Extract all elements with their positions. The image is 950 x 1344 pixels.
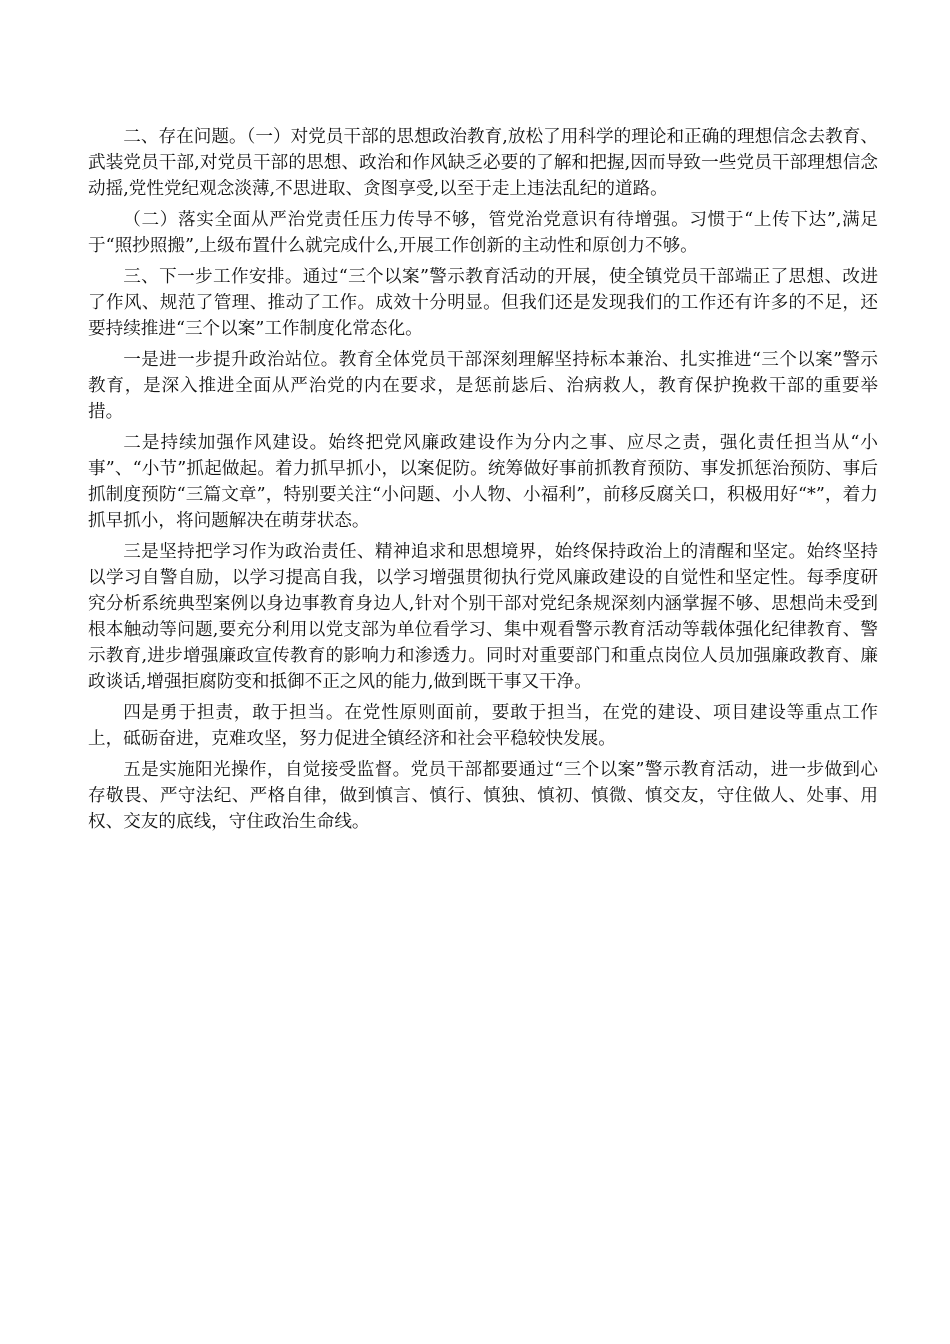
paragraph-problems-1: 二、存在问题。（一）对党员干部的思想政治教育,放松了用科学的理论和正确的理想信念去教育、武装党员干部,对党员干部的思想、政治和作风缺乏必要的了解和把握,因而导致一些党员干部理想信念动摇,党性党纪观念淡薄,不思进取、贪图享受,以至于走上违法乱纪的道路。 — [88, 127, 878, 199]
paragraph-item-1: 一是进一步提升政治站位。教育全体党员干部深刻理解坚持标本兼治、扎实推进“三个以案”警示教育，是深入推进全面从严治党的内在要求，是惩前毖后、治病救人，教育保护挽救干部的重要举措。 — [88, 350, 878, 422]
paragraph-item-4: 四是勇于担责，敢于担当。在党性原则面前，要敢于担当，在党的建设、项目建设等重点工作上，砥砺奋进，克难攻坚，努力促进全镇经济和社会平稳较快发展。 — [88, 703, 878, 749]
paragraph-item-5: 五是实施阳光操作，自觉接受监督。党员干部都要通过“三个以案”警示教育活动，进一步做到心存敬畏、严守法纪、严格自律，做到慎言、慎行、慎独、慎初、慎微、慎交友，守住做人、处事、用权、交友的底线，守住政治生命线。 — [88, 760, 878, 832]
paragraph-problems-2: （二）落实全面从严治党责任压力传导不够，管党治党意识有待增强。习惯于“上传下达”,满足于“照抄照搬”,上级布置什么就完成什么,开展工作创新的主动性和原创力不够。 — [88, 210, 878, 256]
paragraph-item-3: 三是坚持把学习作为政治责任、精神追求和思想境界，始终保持政治上的清醒和坚定。始终坚持以学习自警自励，以学习提高自我，以学习增强贯彻执行党风廉政建设的自觉性和坚定性。每季度研究分析系统典型案例以身边事教育身边人,针对个别干部对党纪条规深刻内涵掌握不够、思想尚未受到根本触动等问题,要充分利用以党支部为单位看学习、集中观看警示教育活动等载体强化纪律教育、警示教育,进步增强廉政宣传教育的影响力和渗透力。同时对重要部门和重点岗位人员加强廉政教育、廉政谈话,增强拒腐防变和抵御不正之风的能力,做到既干事又干净。 — [88, 542, 878, 692]
paragraph-next-steps: 三、下一步工作安排。通过“三个以案”警示教育活动的开展，使全镇党员干部端正了思想、改进了作风、规范了管理、推动了工作。成效十分明显。但我们还是发现我们的工作还有许多的不足，还要持续推进“三个以案”工作制度化常态化。 — [88, 267, 878, 339]
paragraph-item-2: 二是持续加强作风建设。始终把党风廉政建设作为分内之事、应尽之责，强化责任担当从“小事”、“小节”抓起做起。着力抓早抓小，以案促防。统筹做好事前抓教育预防、事发抓惩治预防、事后抓制度预防“三篇文章”，特别要关注“小问题、小人物、小福利”，前移反腐关口，积极用好“*”，着力抓早抓小，将问题解决在萌芽状态。 — [88, 433, 878, 531]
document-body — [88, 124, 878, 840]
